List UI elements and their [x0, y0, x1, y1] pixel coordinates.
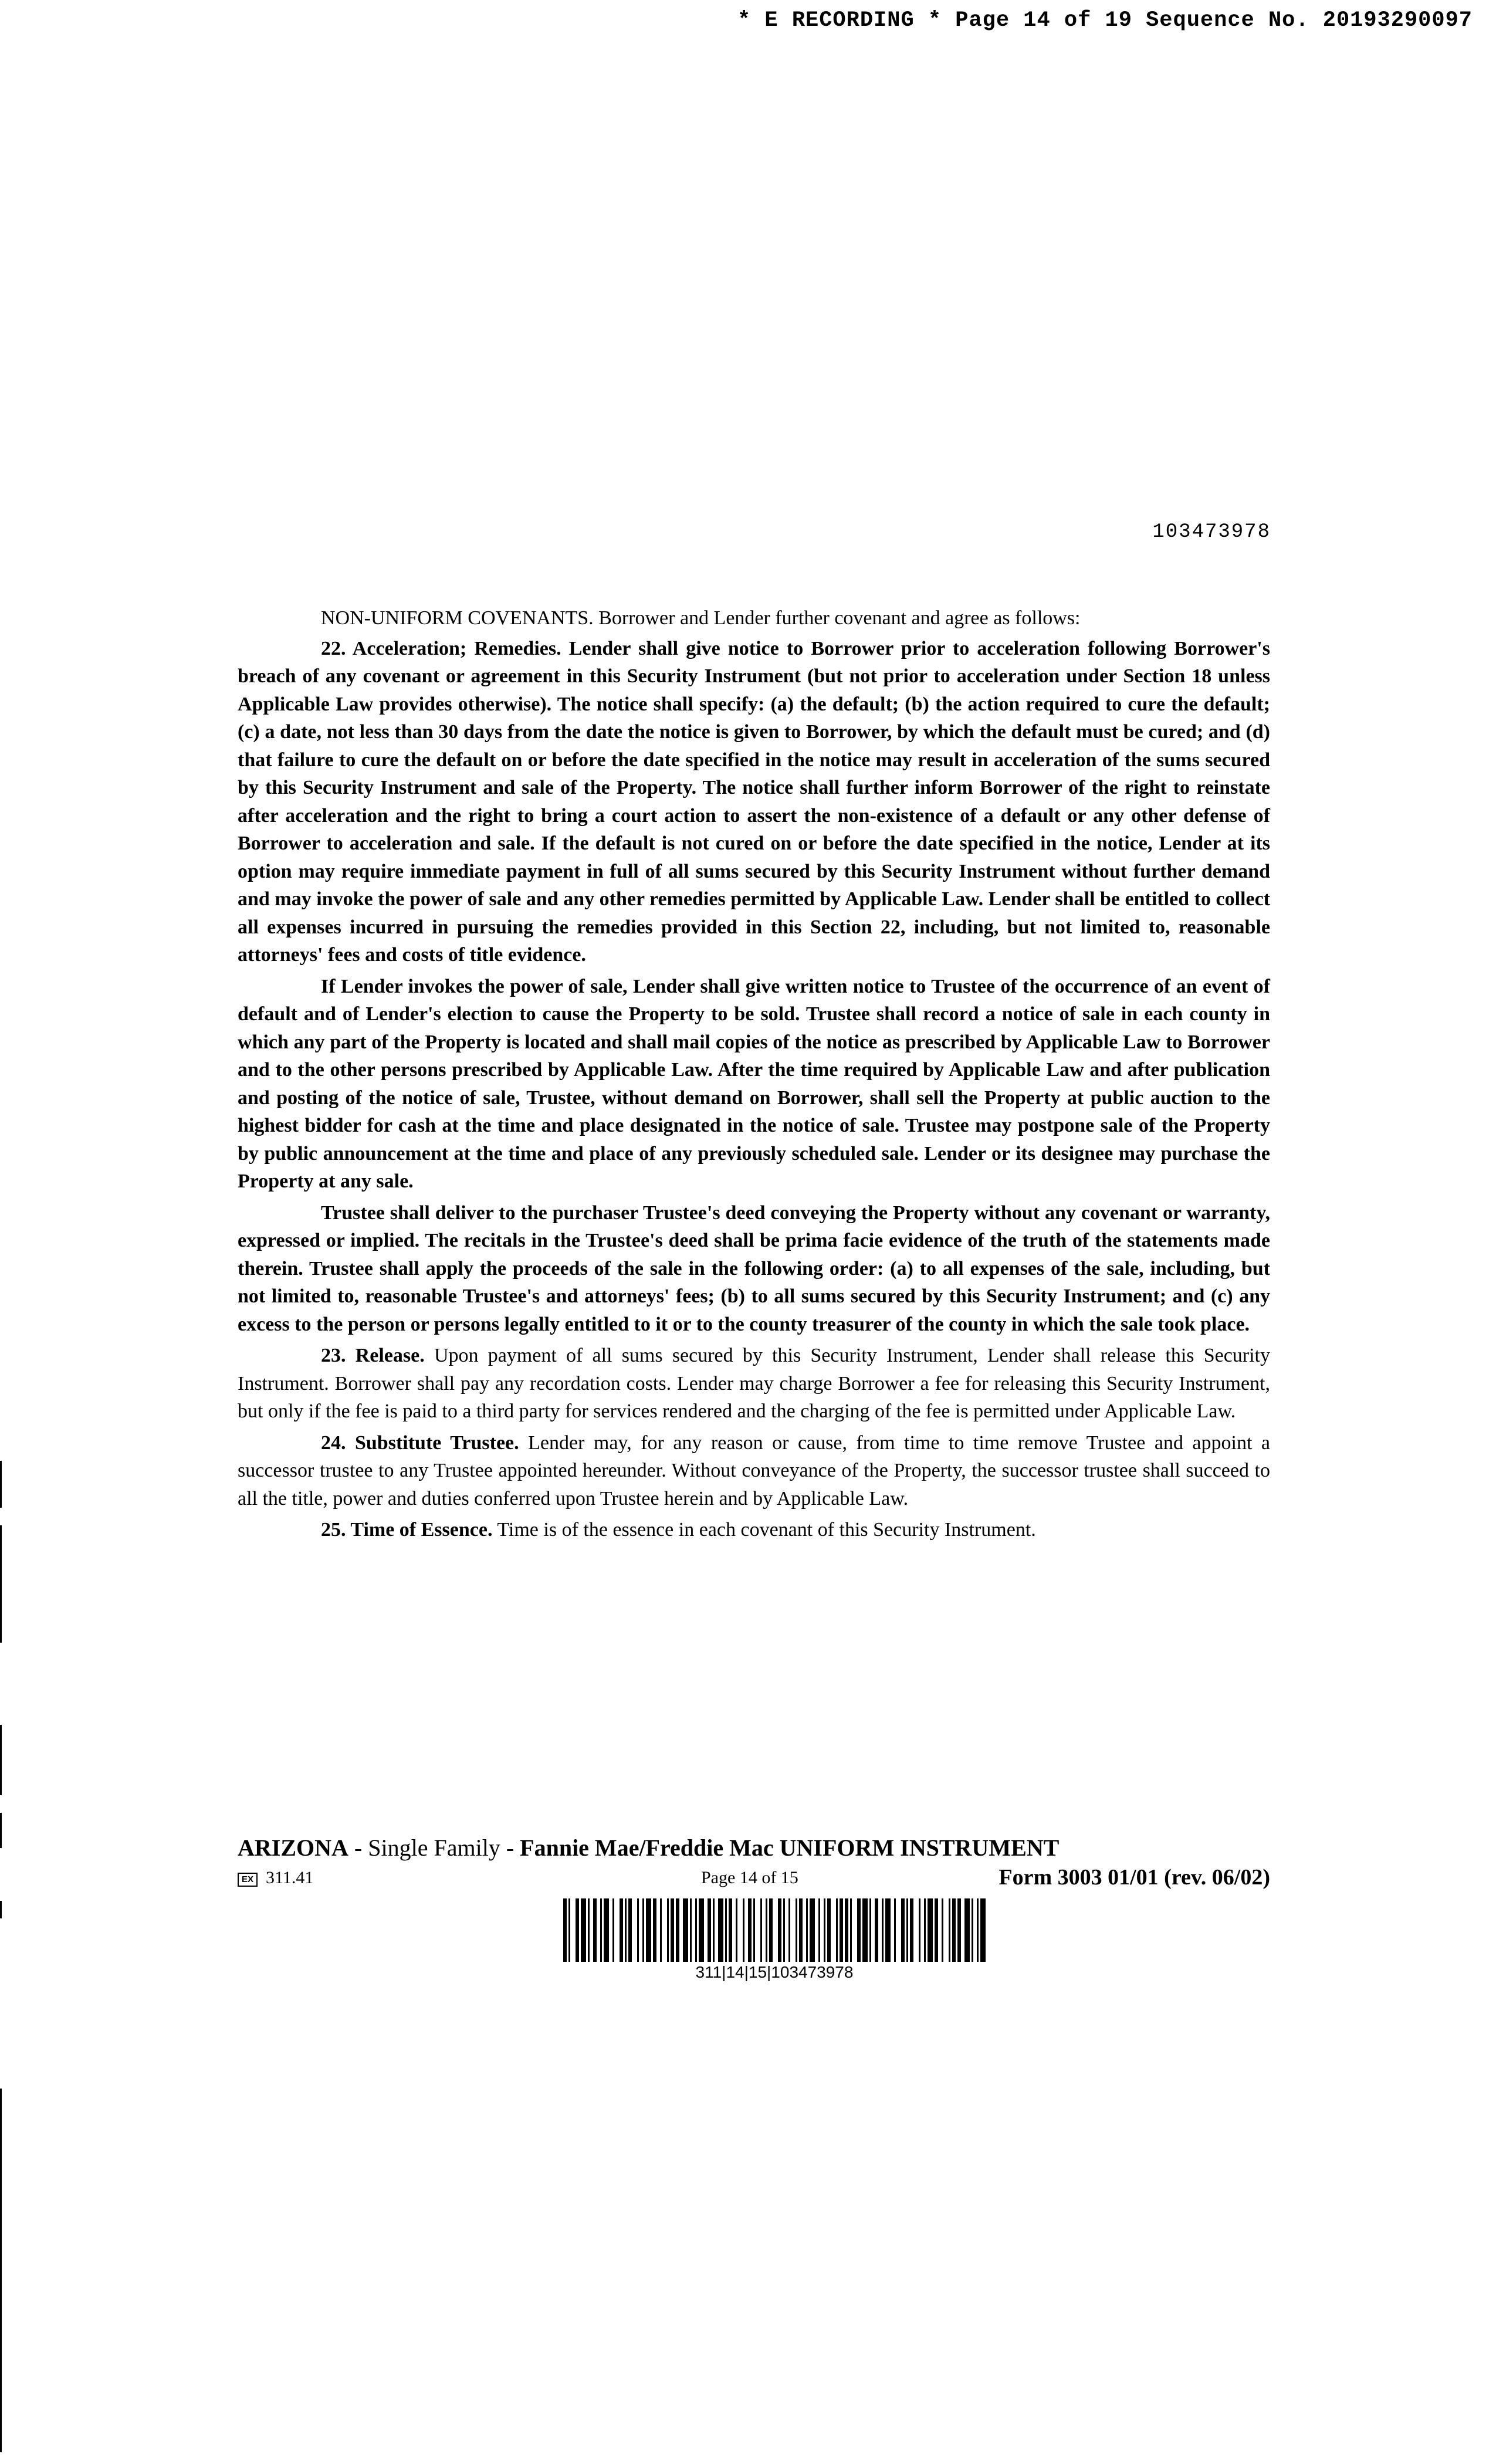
barcode-bar — [875, 1898, 878, 1962]
barcode-bar — [818, 1898, 820, 1962]
barcode-bar — [612, 1898, 614, 1962]
barcode-bar — [910, 1898, 913, 1962]
barcode-bar — [799, 1898, 803, 1962]
barcode-bar — [718, 1898, 723, 1962]
barcode-bar — [827, 1898, 831, 1962]
barcode-bar — [845, 1898, 848, 1962]
footer-family: Single Family — [368, 1835, 500, 1861]
barcode-bar — [676, 1898, 679, 1962]
document-body — [238, 604, 1270, 1548]
barcode-bar — [949, 1898, 950, 1962]
barcode-bar — [857, 1898, 861, 1962]
barcode-bar — [952, 1898, 956, 1962]
barcode-bar — [690, 1898, 692, 1962]
footer-uniform: Fannie Mae/Freddie Mac UNIFORM INSTRUMENT — [520, 1835, 1060, 1861]
barcode-bar — [736, 1898, 737, 1962]
barcode-bar — [840, 1898, 843, 1962]
barcode-bar — [748, 1898, 752, 1962]
section-22-heading: 22. Acceleration; Remedies. — [321, 637, 561, 659]
section-24-text: Lender may, for any reason or cause, from time to time remove Trustee and appoint a successor trustee to any Trustee appointed hereunder. Without conveyance of the Property, the successor trustee shall succeed to all the title, power and duties conferred upon Trustee herein and by Applicable Law. — [238, 1431, 1270, 1509]
barcode-bar — [729, 1898, 732, 1962]
barcode-bar — [683, 1898, 688, 1962]
barcode-bar — [836, 1898, 838, 1962]
loan-number: 103473978 — [1152, 521, 1271, 543]
barcode-bar — [924, 1898, 926, 1962]
scan-margin-line — [0, 1813, 2, 1848]
barcode-bar — [942, 1898, 943, 1962]
barcode-bar — [766, 1898, 767, 1962]
barcode-bar — [628, 1898, 632, 1962]
barcode-bar — [906, 1898, 908, 1962]
barcode-bar — [972, 1898, 973, 1962]
barcode-bar — [810, 1898, 815, 1962]
barcode-bar — [600, 1898, 602, 1962]
barcode-bar — [928, 1898, 933, 1962]
barcode-bar — [901, 1898, 905, 1962]
barcode-bar — [713, 1898, 715, 1962]
barcode-bar — [642, 1898, 644, 1962]
barcode-bar — [581, 1898, 586, 1962]
barcode-bar — [796, 1898, 797, 1962]
barcode-bar — [783, 1898, 785, 1962]
scan-margin-line — [0, 2089, 2, 2452]
barcode-bar — [708, 1898, 711, 1962]
footer-state: ARIZONA — [238, 1835, 348, 1861]
barcode-bar — [980, 1898, 986, 1962]
section-22-text: Lender shall give notice to Borrower prior to acceleration following Borrower's breach of any covenant or agreement in this Security Instrument (but not prior to acceleration under Section 18 unless Applicable Law provides otherwise). The notice shall specify: (a) the default; (b) the action required to cure the default; (c) a date, not less than 30 days from the date the notice is given to Borrower, by which the default must be cured; and (d) that failure to cure the default on or before the date specified in the notice may result in acceleration of the sums secured by this Security Instrument and sale of the Property. The notice shall further inform Borrower of the right to reinstate after acceleration and the right to bring a court action to assert the non-existence of a default or any other defense of Borrower to acceleration and sale. If the default is not cured on or before the date specified in the notice, Lender at its option may require immediate payment in full of all sums secured by this Security Instrument without further demand and may invoke the power of sale and any other remedies permitted by Applicable Law. Lender shall be entitled to collect all expenses incurred in pursuing the remedies provided in this Section 22, including, but not limited to, reasonable attorneys' fees and costs of title evidence. — [238, 637, 1270, 966]
barcode-bar — [806, 1898, 808, 1962]
barcode-text: 311|14|15|103473978 — [695, 1963, 854, 1981]
section-23-paragraph — [238, 1342, 1270, 1426]
barcode-bar — [935, 1898, 938, 1962]
barcode-icon — [563, 1898, 986, 1962]
section-23-heading: 23. Release. — [321, 1345, 425, 1366]
barcode-bar — [563, 1898, 567, 1962]
barcode-bar — [753, 1898, 755, 1962]
barcode-bar — [977, 1898, 979, 1962]
section-25-paragraph — [238, 1516, 1270, 1544]
form-code — [238, 1868, 313, 1888]
footer-separator: - — [348, 1835, 368, 1861]
barcode-bar — [576, 1898, 579, 1962]
section-22-paragraph — [238, 635, 1270, 969]
scan-margin-line — [0, 1525, 2, 1643]
barcode-bar — [699, 1898, 704, 1962]
form-number: Form 3003 01/01 (rev. 06/02) — [999, 1865, 1270, 1890]
barcode-bar — [743, 1898, 744, 1962]
barcode-bar — [882, 1898, 884, 1962]
barcode-bar — [862, 1898, 868, 1962]
section-24-paragraph — [238, 1429, 1270, 1513]
section-22-power-of-sale-paragraph: If Lender invokes the power of sale, Lender shall give written notice to Trustee of the occurrence of an event of default and of Lender's election to cause the Property to be sold. Trustee shall record a notice of sale in each county in which any part of the Property is located and shall mail copies of the notice as prescribed by Applicable Law to Borrower and to the other persons prescribed by Applicable Law. After the time required by Applicable Law and after publication and posting of the notice of sale, Trustee, without demand on Borrower, shall sell the Property at public auction to the highest bidder for cash at the time and place designated in the notice of sale. Trustee may postpone sale of the Property by public announcement at the time and place of any previously scheduled sale. Lender or its designee may purchase the Property at any sale. — [238, 975, 1270, 1192]
page-number: Page 14 of 15 — [701, 1868, 798, 1887]
footer-instrument-title — [238, 1834, 1059, 1861]
barcode-bar — [769, 1898, 773, 1962]
barcode-bar — [588, 1898, 590, 1962]
recording-header: * E RECORDING * Page 14 of 19 Sequence No. 20193290097 — [737, 8, 1473, 33]
barcode-bar — [660, 1898, 662, 1962]
barcode-bar — [725, 1898, 727, 1962]
barcode-bar — [695, 1898, 697, 1962]
barcode-bar — [869, 1898, 871, 1962]
barcode-bar — [646, 1898, 651, 1962]
scan-margin-line — [0, 1901, 2, 1918]
barcode-bar — [894, 1898, 896, 1962]
footer-separator: - — [500, 1835, 520, 1861]
barcode-bar — [604, 1898, 609, 1962]
barcode-bar — [568, 1898, 570, 1962]
barcode-bar — [957, 1898, 961, 1962]
section-23-text: Upon payment of all sums secured by this Security Instrument, Lender shall release this Security Instrument. Borrower shall pay any recordation costs. Lender may charge Borrower a fee for releasing this Security Instrument, but only if the fee is paid to a third party for services rendered and the charging of the fee is permitted under Applicable Law. — [238, 1345, 1271, 1422]
barcode-bar — [788, 1898, 790, 1962]
barcode-bar — [778, 1898, 781, 1962]
barcode — [563, 1898, 986, 1982]
section-25-text: Time is of the essence in each covenant of this Security Instrument. — [497, 1519, 1036, 1541]
barcode-bar — [760, 1898, 762, 1962]
section-24-heading: 24. Substitute Trustee. — [321, 1431, 519, 1454]
section-22-trustee-deed-paragraph: Trustee shall deliver to the purchaser Trustee's deed conveying the Property without any covenant or warranty, expressed or implied. The recitals in the Trustee's deed shall be prima facie evidence of the truth of the statements made therein. Trustee shall apply the proceeds of the sale in the following order: (a) to all expenses of the sale, including, but not limited to, reasonable Trustee's and attorneys' fees; (b) to all sums secured by this Security Instrument; and (c) any excess to the person or persons legally entitled to it or to the county treasurer of the county in which the sale took place. — [238, 1201, 1270, 1335]
footer-row — [238, 1864, 1270, 1891]
barcode-bar — [964, 1898, 970, 1962]
scan-margin-line — [0, 1725, 2, 1795]
form-code-number: 311.41 — [266, 1868, 314, 1887]
barcode-bar — [620, 1898, 623, 1962]
barcode-bar — [593, 1898, 597, 1962]
barcode-bar — [625, 1898, 627, 1962]
barcode-bar — [671, 1898, 674, 1962]
barcode-bar — [653, 1898, 656, 1962]
barcode-bar — [850, 1898, 852, 1962]
non-uniform-covenants-intro: NON-UNIFORM COVENANTS. Borrower and Lender further covenant and agree as follows: — [321, 607, 1081, 629]
section-25-heading: 25. Time of Essence. — [321, 1519, 493, 1541]
barcode-bar — [824, 1898, 825, 1962]
barcode-bar — [885, 1898, 891, 1962]
ex-logo-icon: EX — [238, 1873, 258, 1887]
scan-margin-line — [0, 1461, 2, 1508]
barcode-bar — [637, 1898, 639, 1962]
barcode-bar — [667, 1898, 669, 1962]
barcode-bar — [919, 1898, 920, 1962]
